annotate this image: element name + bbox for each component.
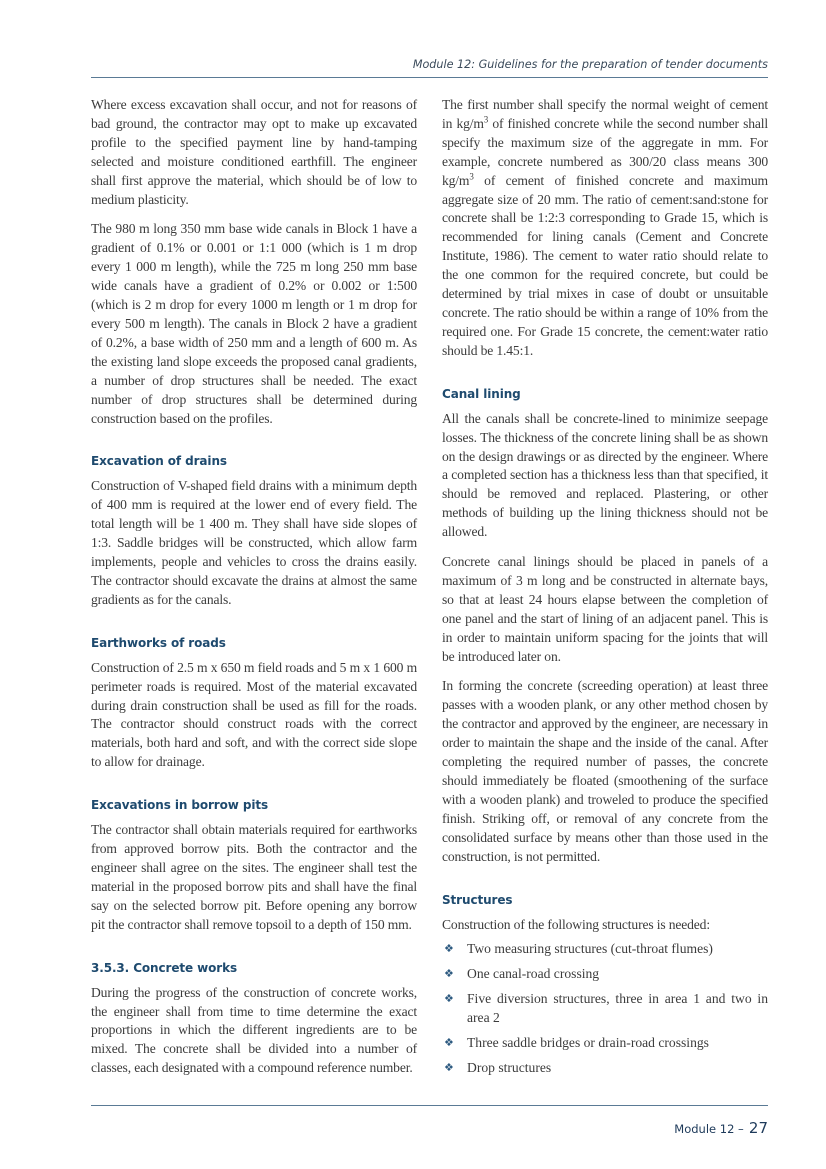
list-item-text: Drop structures xyxy=(467,1059,552,1075)
footer-module-label: Module 12 – xyxy=(674,1122,744,1136)
list-item xyxy=(442,940,768,959)
paragraph: Where excess excavation shall occur, and not for reasons of bad ground, the contractor may opt to make up excavated profile to the specified payment line by hand-tamping selected and moisture conditioned earthfill. The engineer shall first approve the material, which should be of low to medium plasticity. xyxy=(91,97,417,207)
diamond-bullet-icon: ❖ xyxy=(444,992,454,1006)
diamond-bullet-icon: ❖ xyxy=(444,967,454,981)
paragraph: During the progress of the construction of concrete works, the engineer shall from time to time determine the exact proportions in which the different ingredients are to be mixed. The concrete shall be divided into a number of classes, each designated with a compound reference number. xyxy=(91,984,417,1076)
list-item-text: Five diversion structures, three in area 1 and two in area 2 xyxy=(467,991,768,1026)
section-heading-roads: Earthworks of roads xyxy=(91,635,226,650)
diamond-bullet-icon: ❖ xyxy=(444,1060,454,1074)
header-rule xyxy=(91,77,768,78)
list-item-text: Two measuring structures (cut-throat flumes) xyxy=(467,941,713,957)
diamond-bullet-icon: ❖ xyxy=(444,942,454,956)
diamond-bullet-icon: ❖ xyxy=(444,1036,454,1050)
page-number: 27 xyxy=(748,1119,768,1137)
paragraph: The 980 m long 350 mm base wide canals in Block 1 have a gradient of 0.1% or 0.001 or 1:1 000 (which is 1 m drop every 1 000 m length), while the 725 m long 250 mm base wide canals have a gradient of 0.2% or 0.002 or 1:500 (which is 2 m drop for every 1000 m length or 1 m drop for every 500 m length). The canals in Block 2 have a gradient of 0.2%, a base width of 250 mm and a length of 600 m. As the existing land slope exceeds the proposed canal gradients, a number of drop structures shall be needed. The exact number of drop structures shall be determined during construction based on the profiles. xyxy=(91,221,417,426)
text-run: The first number shall specify the normal weight of cement in kg/m xyxy=(442,97,768,131)
paragraph: Concrete canal linings should be placed in panels of a maximum of 3 m long and be constructed in alternate bays, so that at least 24 hours elapse between the completion of one panel and the start of lining of an adjacent panel. This is in order to maintain uniform spacing for the joints that will be introduced later on. xyxy=(442,554,768,664)
section-heading-concrete-works: 3.5.3. Concrete works xyxy=(91,960,237,975)
paragraph-cement-specification xyxy=(442,96,768,361)
text-run: of finished concrete while the second number shall specify the maximum size of the aggregate in mm. For example, concrete numbered as 300/20 class means 300 kg/m xyxy=(442,115,768,188)
list-item xyxy=(442,1034,768,1053)
page-footer xyxy=(674,1118,768,1137)
section-heading-borrow-pits: Excavations in borrow pits xyxy=(91,798,269,813)
list-item xyxy=(442,965,768,984)
paragraph: The contractor shall obtain materials required for earthworks from approved borrow pits. Both the contractor and the engineer shall agree on the sites. The engineer shall test the material in the proposed borrow pits and shall have the final say on the selected borrow pit. Before opening any borrow pit the contractor shall remove topsoil to a depth of 150 mm. xyxy=(91,822,417,932)
text-run: of cement of finished concrete and maximum aggregate size of 20 mm. The ratio of cement:sand:stone for concrete shall be 1:2:3 corresponding to Grade 15, which is recommended for lining canals (Cement and Concrete Institute, 1986). The cement to water ratio should relate to the one common for the required concrete, but could be determined by trial mixes in case of doubt or unsuitable concrete. The ratio should be within a range of 10% from the required one. For Grade 15 concrete, the cement:water ratio should be 1.45:1. xyxy=(442,172,768,358)
superscript: 3 xyxy=(469,171,474,182)
paragraph: Construction of 2.5 m x 650 m field roads and 5 m x 1 600 m perimeter roads is required. Most of the material excavated during drain construction shall be used as fill for the roads. The contractor should construct roads with the correct materials, both hard and soft, and with the correct side slope to allow for drainage. xyxy=(91,659,417,770)
structures-list xyxy=(442,940,768,1077)
list-item xyxy=(442,1059,768,1078)
paragraph: Construction of V-shaped field drains with a minimum depth of 400 mm is required at the lower end of every field. The total length will be 1 400 m. They shall have side slopes of 1:3. Saddle bridges will be constructed, which allow farm implements, people and vehicles to cross the drains easily. The contractor should excavate the drains at almost the same gradients as for the canals. xyxy=(91,478,417,607)
running-header: Module 12: Guidelines for the preparation of tender documents xyxy=(412,58,768,71)
paragraph: All the canals shall be concrete-lined to minimize seepage losses. The thickness of the concrete lining shall be as shown on the design drawings or as directed by the engineer. Where a completed section has a thickness less than that specified, it should be removed and replaced. Plastering, or other methods of building up the lining thickness should not be allowed. xyxy=(442,410,768,540)
list-item-text: One canal-road crossing xyxy=(467,966,600,982)
section-heading-drains: Excavation of drains xyxy=(91,454,227,469)
right-column xyxy=(442,96,768,1084)
section-heading-structures: Structures xyxy=(442,892,513,907)
footer-rule xyxy=(91,1105,768,1106)
superscript: 3 xyxy=(483,114,489,125)
paragraph: Construction of the following structures is needed: xyxy=(442,916,710,932)
paragraph: In forming the concrete (screeding operation) at least three passes with a wooden plank, or any other method chosen by the contractor and approved by the engineer, are necessary in order to maintain the shape and the inside of the canal. After completing the required number of passes, the concrete should immediately be floated (smoothening of the surface with a wooden plank) and troweled to produce the specified finish. Striking off, or removal of any concrete from the consolidated surface by means other than those used in the construction, is not permitted. xyxy=(442,678,768,864)
list-item xyxy=(442,990,768,1028)
section-heading-canal-lining: Canal lining xyxy=(442,386,521,401)
left-column xyxy=(91,96,417,1089)
list-item-text: Three saddle bridges or drain-road crossings xyxy=(467,1035,709,1051)
